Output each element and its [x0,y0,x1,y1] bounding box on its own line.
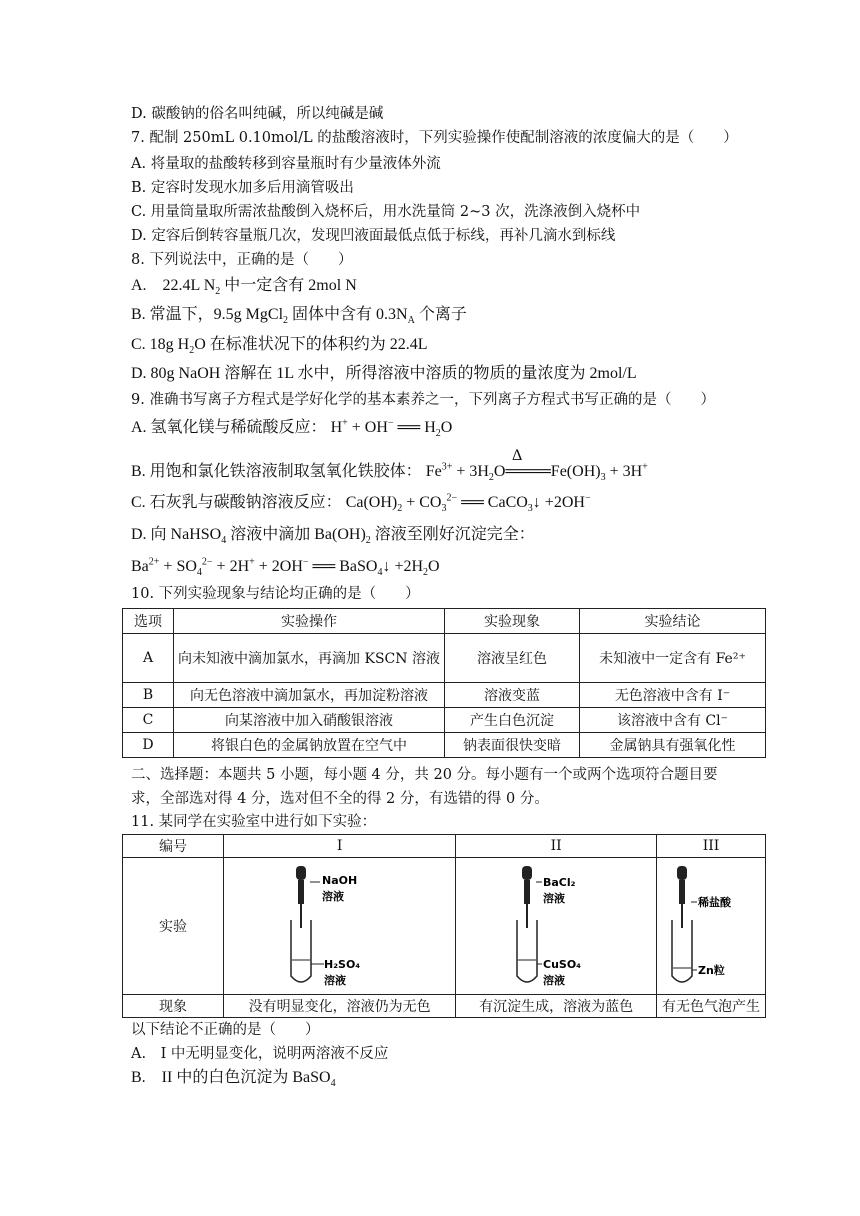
q8-option-c: C. 18g $H_2O$ 在标准状况下的体积约为 22.4L [131,336,428,357]
q8-option-b: B. 常温下，9.5g MgCl$_2$ 固体中含有 $0.3N_A$ 个离子 [131,306,467,327]
header-cell: 实验结论 [580,609,766,634]
fig3-top1: 稀盐酸 [698,896,731,909]
table-cell: 没有明显变化，溶液仍为无色 [224,995,456,1018]
q9-delta: Δ [512,447,523,464]
row-label: 实验 [123,858,224,995]
q8-stem: 8. 下列说法中，正确的是（ ） [131,252,353,268]
q11-option-b: B. II 中的白色沉淀为 BaSO$_4$ [131,1069,336,1090]
dropper-test-tube-figure-1 [280,864,400,988]
table-cell: 无色溶液中含有 I⁻ [580,683,766,708]
experiment-row [123,858,766,995]
q11-stem: 11. 某同学在实验室中进行如下实验： [131,814,377,830]
header-cell: II [456,835,657,858]
fig2-top1: BaCl₂ [543,876,576,889]
row-label: 现象 [123,995,224,1018]
q7-option-c: C. 用量筒量取所需浓盐酸倒入烧杯后，用水洗量筒 2~3 次，洗涤液倒入烧杯中 [131,204,641,220]
table-cell: B [123,683,174,708]
q8-option-a: A. 22.4L $N_2$ 中一定含有 2mol N [131,277,357,298]
q8-option-d: D. 80g NaOH 溶解在 1L 水中，所得溶液中溶质的物质的量浓度为 2mol/L [131,365,637,382]
q6-option-d: D. 碳酸钠的俗名叫纯碱，所以纯碱是碱 [131,106,384,122]
q7-option-b: B. 定容时发现水加多后用滴管吸出 [131,180,354,196]
dropper-test-tube-figure-3 [661,864,761,988]
table-header-row [123,835,766,858]
header-cell: III [657,835,766,858]
table-cell: 未知液中一定含有 Fe²⁺ [580,634,766,683]
table-cell: 溶液呈红色 [445,634,580,683]
table-cell: 该溶液中含有 Cl⁻ [580,708,766,733]
table-row [123,683,766,708]
q10-stem: 10. 下列实验现象与结论均正确的是（ ） [131,586,420,602]
fig2-top2: 溶液 [543,892,566,905]
q7-option-d: D. 定容后倒转容量瓶几次，发现凹液面最低点低于标线，再补几滴水到标线 [131,228,616,244]
q9-option-d-equation: $Ba^{2+} + SO_4^{2-} + 2H^+ + 2OH^-$ ══ BaSO$_4$↓ $+2H_2O$ [131,556,440,579]
table-cell: 向无色溶液中滴加氯水，再加淀粉溶液 [174,683,445,708]
table-cell: 向某溶液中加入硝酸银溶液 [174,708,445,733]
section2-line1: 二、选择题：本题共 5 小题，每小题 4 分，共 20 分。每小题有一个或两个选项符合题目要 [131,767,718,783]
table-cell: 钠表面很快变暗 [445,733,580,758]
dropper-test-tube-figure-2 [506,864,606,988]
header-cell: I [224,835,456,858]
table-header-row [123,609,766,634]
table-cell: D [123,733,174,758]
q10-table [122,608,766,758]
header-cell: 实验操作 [174,609,445,634]
table-cell: 有沉淀生成，溶液为蓝色 [456,995,657,1018]
figure-cell-1 [224,858,456,995]
fig2-bot1: CuSO₄ [543,958,582,971]
q11-option-a: A. I 中无明显变化，说明两溶液不反应 [131,1046,389,1062]
q9-option-d: D. 向 NaHSO$_4$ 溶液中滴加 $Ba(OH)_2$ 溶液至刚好沉淀完全： [131,526,535,547]
figure-cell-2 [456,858,657,995]
header-cell: 编号 [123,835,224,858]
fig3-bot1: Zn粒 [698,964,725,977]
table-cell: C [123,708,174,733]
table-row [123,708,766,733]
fig1-bot2: 溶液 [323,974,346,987]
q9-option-b: B. 用饱和氯化铁溶液制取氢氧化铁胶体： $Fe^{3+}$ + $3H_2O════Fe(OH)_3 + 3H^+$ [131,461,648,484]
q7-option-a: A. 将量取的盐酸转移到容量瓶时有少量液体外流 [131,156,441,172]
q11-conclusion-stem: 以下结论不正确的是（ ） [131,1022,320,1038]
table-row [123,733,766,758]
fig1-bot1: H₂SO₄ [323,958,360,971]
q9-option-c: C. 石灰乳与碳酸钠溶液反应： $Ca(OH)_2 + CO_3^{2-}$ ══ CaCO$_3$↓ +2OH− [131,492,591,515]
observation-row [123,995,766,1018]
q7-stem: 7. 配制 250mL 0.10mol/L 的盐酸溶液时，下列实验操作使配制溶液的浓度偏大的是（ ） [131,130,738,146]
q9-option-a: A. 氢氧化镁与稀硫酸反应： H+ + OH− ══ $H_2O$ [131,417,453,440]
figure-cell-3 [657,858,766,995]
fig1-top1: NaOH [321,874,357,887]
q11-table [122,834,766,1018]
header-cell: 实验现象 [445,609,580,634]
table-cell: 向未知液中滴加氯水，再滴加 KSCN 溶液 [174,634,445,683]
q9-stem: 9. 准确书写离子方程式是学好化学的基本素养之一，下列离子方程式书写正确的是（ ） [131,392,715,408]
table-row [123,634,766,683]
table-cell: 产生白色沉淀 [445,708,580,733]
table-cell: 溶液变蓝 [445,683,580,708]
table-cell: A [123,634,174,683]
table-cell: 有无色气泡产生 [657,995,766,1018]
fig2-bot2: 溶液 [543,974,566,987]
section2-line2: 求，全部选对得 4 分，选对但不全的得 2 分，有选错的得 0 分。 [131,791,549,807]
table-cell: 将银白色的金属钠放置在空气中 [174,733,445,758]
table-cell: 金属钠具有强氧化性 [580,733,766,758]
fig1-top2: 溶液 [321,890,344,903]
header-cell: 选项 [123,609,174,634]
